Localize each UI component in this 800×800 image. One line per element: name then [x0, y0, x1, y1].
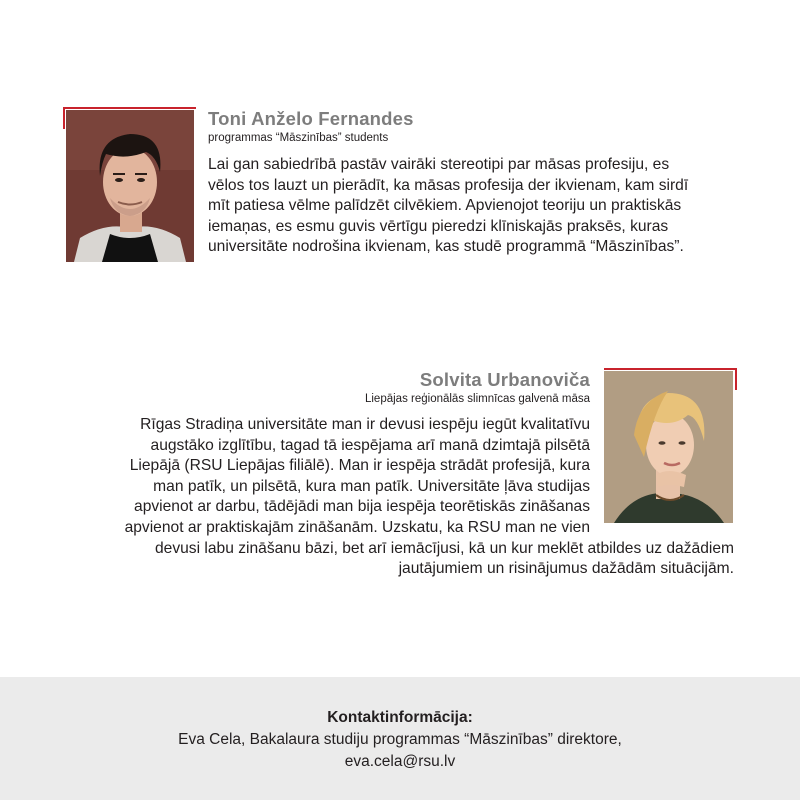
person2-role: Liepājas reģionālās slimnīcas galvenā māsa [364, 393, 590, 405]
quote-line: jautājumiem un risinājumus dažādām situācijām. [398, 560, 734, 578]
quote-line: Lai gan sabiedrībā pastāv vairāki stereotipi par māsas profesiju, es [208, 156, 670, 173]
quote-line: vēlos tos lauzt un pierādīt, ka māsas profesija der ikvienam, kam sirdī [208, 176, 689, 194]
quote-line: iemaņas, es esmu guvis vērtīgu pieredzi klīniskajās praksēs, kuras [208, 217, 669, 235]
quote-line: devusi labu zināšanu bāzi, bet arī iemācījusi, kā un kur meklēt atbildes uz dažādiem [154, 539, 734, 557]
quote-line: Liepājā (RSU Liepājas filiālē). Man ir iespēja strādāt profesijā, kura [129, 457, 590, 475]
quote-line: apvienot ar darbu, tādējādi man bija iespēja teorētiskās zināšanas [134, 498, 590, 516]
portrait-photo-toni [66, 110, 194, 262]
quote-line: man patīk, un pilsētā, kura man patīk. Universitāte ļāva studijas [153, 477, 590, 495]
contact-title: Kontaktinformācija: [327, 709, 473, 726]
contact-person: Eva Cela, Bakalaura studiju programmas “Māszinības” direktore, [178, 731, 622, 748]
person2-quote [54, 415, 734, 580]
quote-line: augstāko izglītību, tagad tā iespējama arī manā dzimtajā pilsētā [150, 436, 590, 454]
contact-email-link[interactable]: eva.cela@rsu.lv [344, 753, 456, 770]
contact-footer [0, 677, 800, 800]
person1-quote [208, 155, 753, 258]
quote-line: apvienot ar praktiskajām zināšanām. Uzskatu, ka RSU man ne vien [124, 518, 590, 536]
quote-line: universitāte nodrošina ikvienam, kas studē programmā “Māszinības”. [208, 238, 684, 256]
quote-line: Rīgas Stradiņa universitāte man ir devusi iespēju iegūt kvalitatīvu [140, 416, 590, 433]
person1-name: Toni Anželo Fernandes [208, 108, 414, 129]
quote-line: mīt patiesa vēlme palīdzēt cilvēkiem. Apvienojot teoriju un praktiskās [208, 197, 682, 215]
person2-name: Solvita Urbanoviča [419, 369, 590, 390]
person1-role: programmas “Māszinības” students [208, 132, 389, 144]
